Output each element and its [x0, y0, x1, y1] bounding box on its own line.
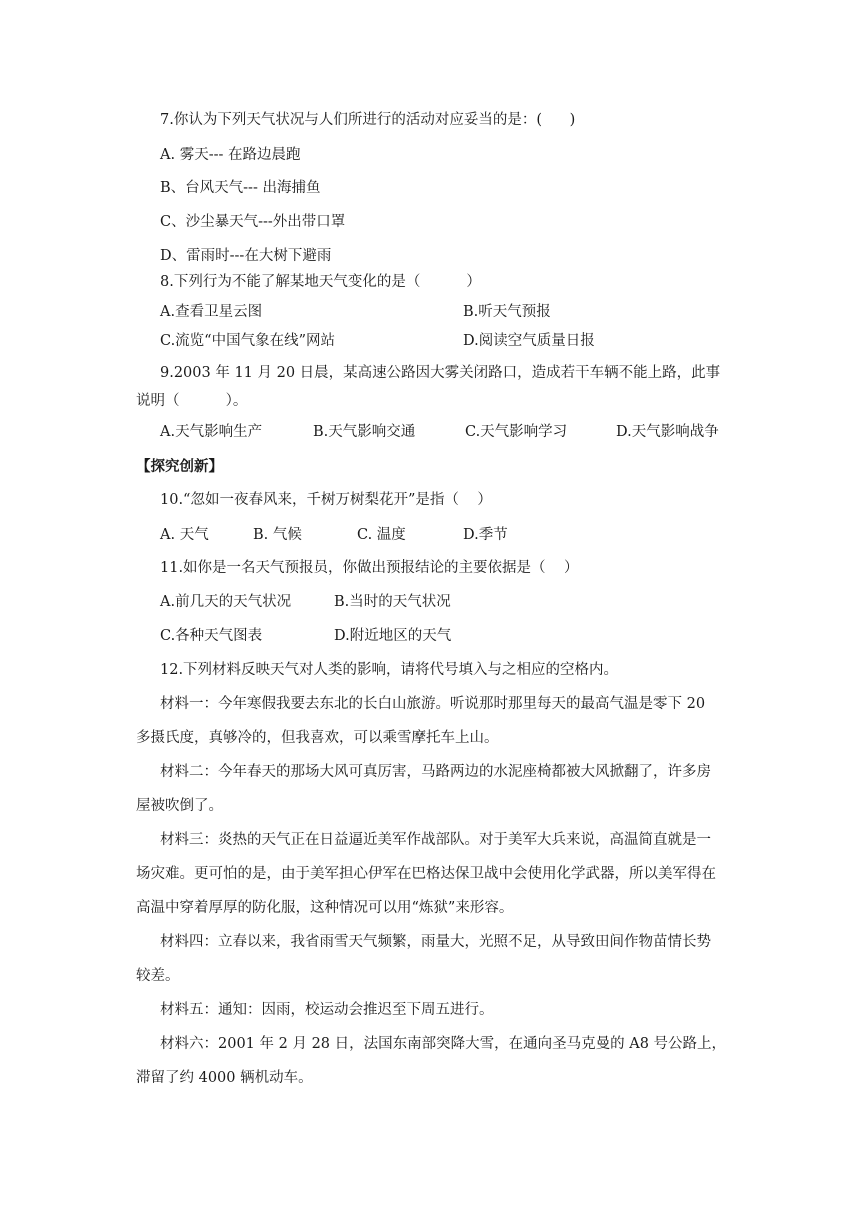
q8-option-c: C.流览“中国气象在线”网站	[160, 333, 336, 349]
section-title: 【探究创新】	[136, 458, 223, 475]
material-1-line1: 材料一：今年寒假我要去东北的长白山旅游。听说那时那里每天的最高气温是零下 20	[160, 696, 706, 712]
material-4-line2: 较差。	[136, 968, 180, 984]
q12-stem: 12.下列材料反映天气对人类的影响，请将代号填入与之相应的空格内。	[160, 662, 619, 678]
q10-option-a: A. 天气	[160, 527, 209, 543]
q8-option-d: D.阅读空气质量日报	[463, 333, 595, 349]
q11-option-a: A.前几天的天气状况	[160, 594, 292, 610]
q10-option-d: D.季节	[463, 527, 508, 543]
material-3-line3: 高温中穿着厚厚的防化服，这种情况可以用“炼狱”来形容。	[136, 900, 514, 916]
q7-option-b: B、台风天气--- 出海捕鱼	[160, 180, 321, 196]
q7-stem: 7.你认为下列天气状况与人们所进行的活动对应妥当的是：( )	[160, 112, 576, 128]
q11-option-b: B.当时的天气状况	[334, 594, 451, 610]
material-3-line2: 场灾难。更可怕的是，由于美军担心伊军在巴格达保卫战中会使用化学武器，所以美军得在	[136, 866, 716, 882]
material-3-line1: 材料三：炎热的天气正在日益逼近美军作战部队。对于美军大兵来说，高温简直就是一	[160, 832, 711, 848]
material-2-line2: 屋被吹倒了。	[136, 798, 223, 814]
q10-option-c: C. 温度	[357, 527, 406, 543]
material-6-line2: 滞留了约 4000 辆机动车。	[136, 1070, 313, 1086]
q7-option-c: C、沙尘暴天气---外出带口罩	[160, 214, 346, 230]
q8-option-b: B.听天气预报	[463, 304, 551, 320]
q9-stem-line2: 说明（ ）。	[136, 393, 248, 409]
q8-stem: 8.下列行为不能了解某地天气变化的是（ ）	[160, 274, 481, 290]
q9-option-b: B.天气影响交通	[313, 424, 416, 440]
q7-option-d: D、雷雨时---在大树下避雨	[160, 248, 332, 264]
q11-option-c: C.各种天气图表	[160, 628, 263, 644]
material-1-line2: 多摄氏度，真够冷的，但我喜欢，可以乘雪摩托车上山。	[136, 730, 499, 746]
q10-stem: 10.“忽如一夜春风来，千树万树梨花开”是指（ ）	[160, 492, 492, 508]
q9-stem-line1: 9.2003 年 11 月 20 日晨，某高速公路因大雾关闭路口，造成若干车辆不能上路，此事	[160, 365, 721, 381]
q7-option-a: A. 雾天--- 在路边晨跑	[160, 147, 301, 163]
q10-option-b: B. 气候	[253, 527, 302, 543]
q11-option-d: D.附近地区的天气	[334, 628, 452, 644]
material-4-line1: 材料四：立春以来，我省雨雪天气频繁，雨量大，光照不足，从导致田间作物苗情长势	[160, 934, 711, 950]
q11-stem: 11.如你是一名天气预报员，你做出预报结论的主要依据是（ ）	[160, 560, 579, 576]
q8-option-a: A.查看卫星云图	[160, 304, 263, 320]
q9-option-d: D.天气影响战争	[616, 424, 719, 440]
q9-option-a: A.天气影响生产	[160, 424, 263, 440]
q9-option-c: C.天气影响学习	[465, 424, 568, 440]
material-2-line1: 材料二：今年春天的那场大风可真厉害，马路两边的水泥座椅都被大风掀翻了，许多房	[160, 764, 711, 780]
material-6-line1: 材料六：2001 年 2 月 28 日，法国东南部突降大雪，在通向圣马克曼的 A8 号公路上，	[160, 1036, 727, 1052]
material-5: 材料五：通知：因雨，校运动会推迟至下周五进行。	[160, 1002, 494, 1018]
